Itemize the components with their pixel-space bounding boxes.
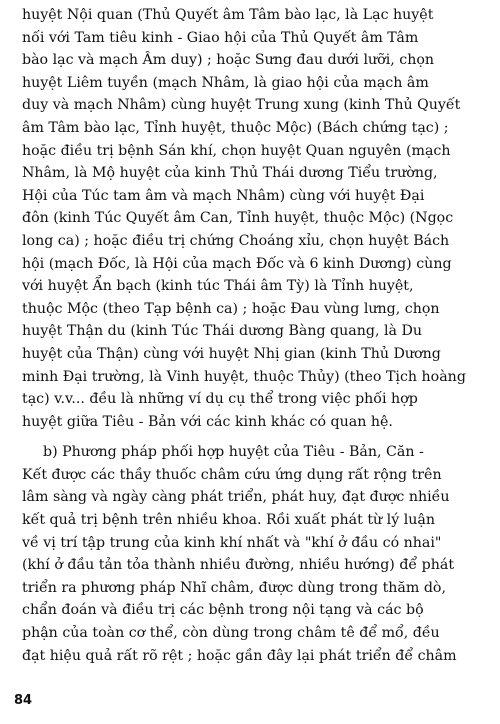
text-line: b) Phương pháp phối hợp huyệt của Tiêu - Bản, Căn -: [43, 444, 424, 461]
text-line: phận của toàn cơ thể, còn dùng trong châm tê để mổ, đều: [22, 625, 440, 642]
text-line: hoặc điều trị bệnh Sán khí, chọn huyệt Quan nguyên (mạch: [22, 142, 451, 159]
text-line: âm Tâm bào lạc, Tỉnh huyệt, thuộc Mộc) (Bách chứng tạc) ;: [22, 119, 449, 136]
text-line: bào lạc và mạch Âm duy) ; hoặc Sưng đau dưới lưỡi, chọn: [22, 52, 435, 69]
text-line: huyệt của Thận) cùng với huyệt Nhị gian (kinh Thủ Dương: [22, 345, 441, 362]
text-line: với huyệt Ẩn bạch (kinh túc Thái âm Tỳ) là Tỉnh huyệt,: [22, 278, 414, 295]
text-line: huyệt Thận du (kinh Túc Thái dương Bàng quang, là Du: [22, 323, 422, 340]
text-line: (khí ở đầu tản tỏa thành nhiều đường, nhiều hướng) để phát: [22, 557, 455, 574]
text-line: chẩn đoán và điều trị các bệnh trong nội tạng và các bộ: [22, 602, 424, 619]
text-line: thuộc Mộc (theo Tạp bệnh ca) ; hoặc Đau vùng lưng, chọn: [22, 300, 440, 317]
text-line: Nhâm, là Mộ huyệt của kinh Thủ Thái dương Tiểu trường,: [22, 165, 438, 182]
text-line: huyệt giữa Tiêu - Bản với các kinh khác có quan hệ.: [22, 413, 393, 430]
paragraph-gap: [22, 433, 482, 441]
text-line: nối với Tam tiêu kinh - Giao hội của Thủ Quyết âm Tâm: [22, 29, 419, 46]
body-text: [22, 4, 482, 667]
text-line: đôn (kinh Túc Quyết âm Can, Tỉnh huyệt, thuộc Mộc) (Ngọc: [22, 210, 454, 227]
text-line: duy và mạch Nhâm) cùng huyệt Trung xung (kinh Thủ Quyết: [22, 97, 461, 114]
text-line: đạt hiệu quả rất rõ rệt ; hoặc gần đây lại phát triển để châm: [22, 647, 457, 664]
text-line: minh Đại trường, là Vinh huyệt, thuộc Thủy) (theo Tịch hoàng: [22, 368, 466, 385]
text-line: Kết được các thầy thuốc châm cứu ứng dụng rất rộng trên: [22, 466, 442, 483]
text-line: tạc) v.v... đều là những ví dụ cụ thể trong việc phối hợp: [22, 391, 418, 408]
paragraph-1: [22, 4, 482, 433]
text-line: huyệt Nội quan (Thủ Quyết âm Tâm bào lạc, là Lạc huyệt: [22, 7, 434, 23]
text-line: lâm sàng và ngày càng phát triển, phát huy, đạt được nhiều: [22, 489, 450, 506]
text-line: Hội của Túc tam âm và mạch Nhâm) cùng với huyệt Đại: [22, 187, 425, 204]
text-line: long ca) ; hoặc điều trị chứng Choáng xỉu, chọn huyệt Bách: [22, 232, 450, 249]
text-line: huyệt Liêm tuyền (mạch Nhâm, là giao hội của mạch âm: [22, 74, 429, 91]
text-line: hội (mạch Đốc, là Hội của mạch Đốc và 6 kinh Dương) cùng: [22, 255, 452, 272]
text-line: về vị trí tập trung của kinh khí nhất và "khí ở đầu có nhai": [22, 534, 442, 551]
page-number: 84: [14, 693, 33, 708]
text-line: kết quả trị bệnh trên nhiều khoa. Rồi xuất phát từ lý luận: [22, 512, 436, 529]
paragraph-2: [22, 441, 482, 667]
text-line: triển ra phương pháp Nhĩ châm, được dùng trong thăm dò,: [22, 579, 446, 596]
